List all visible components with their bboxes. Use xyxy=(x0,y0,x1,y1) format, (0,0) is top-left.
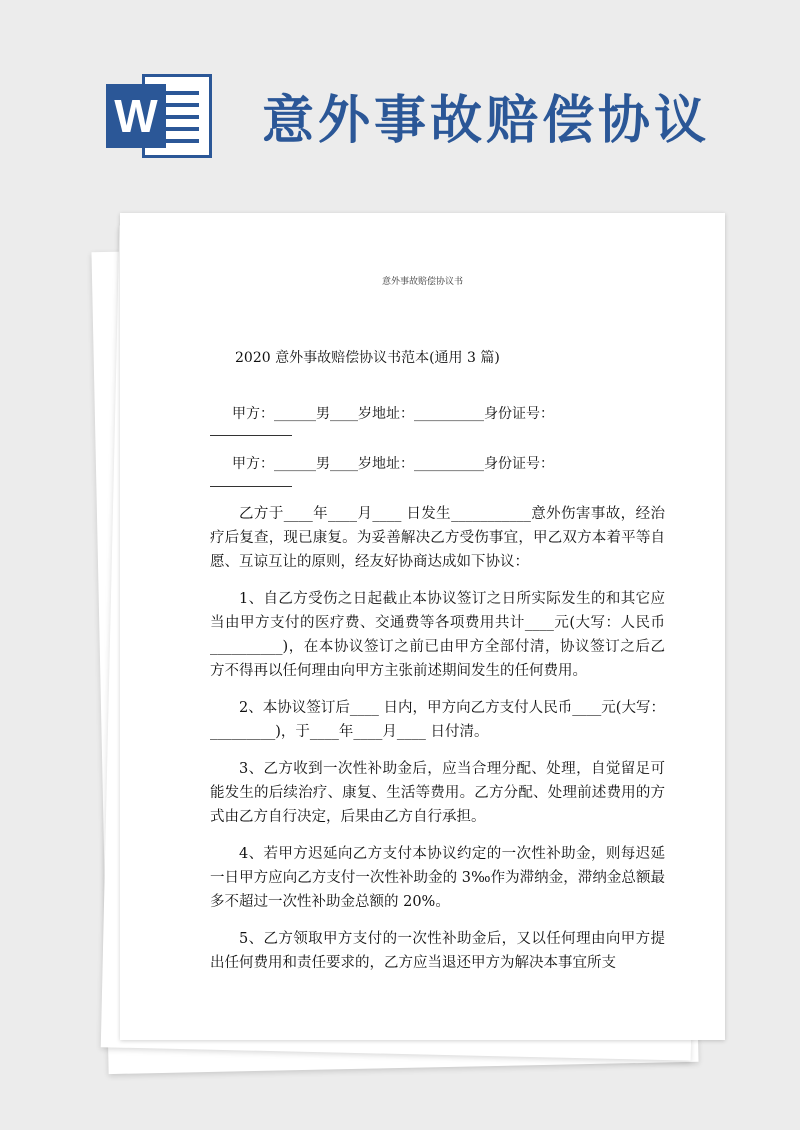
document-page xyxy=(120,213,725,1040)
document-title: 2020 意外事故赔偿协议书范本(通用 3 篇) xyxy=(235,350,500,366)
document-body xyxy=(210,502,665,988)
party-a-line: 甲方：______男____岁地址：__________身份证号： xyxy=(232,406,554,422)
clause-3: 3、乙方收到一次性补助金后，应当合理分配、处理，自觉留足可能发生的后续治疗、康复、生活等费用。乙方分配、处理前述费用的方式由乙方自行决定，后果由乙方自行承担。 xyxy=(210,761,665,825)
banner-title: 意外事故赔偿协议 xyxy=(262,91,711,151)
party-b-line: 甲方：______男____岁地址：__________身份证号： xyxy=(232,456,554,472)
clause-2: 2、本协议签订后____ 日内，甲方向乙方支付人民币____元(大写：_________)，于____年____月____ 日付清。 xyxy=(210,700,665,740)
word-icon-letter: W xyxy=(106,84,166,148)
page-header: 意外事故赔偿协议书 xyxy=(381,277,463,287)
id-number-underline xyxy=(210,435,292,436)
clause-4: 4、若甲方迟延向乙方支付本协议约定的一次性补助金，则每迟延一日甲方应向乙方支付一次性补助金的 3‰作为滞纳金，滞纳金总额最多不超过一次性补助金总额的 20%。 xyxy=(210,846,665,910)
word-icon xyxy=(106,74,212,158)
id-number-underline xyxy=(210,486,292,487)
clause-5: 5、乙方领取甲方支付的一次性补助金后，又以任何理由向甲方提出任何费用和责任要求的，乙方应当退还甲方为解决本事宜所支 xyxy=(210,931,665,971)
clause-1: 1、自乙方受伤之日起截止本协议签订之日所实际发生的和其它应当由甲方支付的医疗费、交通费等各项费用共计____元(大写：人民币__________)，在本协议签订之前已由甲方全部付清，协议签订之后乙方不得再以任何理由向甲方主张前述期间发生的任何费用。 xyxy=(210,591,665,679)
intro-paragraph: 乙方于____年____月____ 日发生___________意外伤害事故，经治疗后复查，现已康复。为妥善解决乙方受伤事宜，甲乙双方本着平等自愿、互谅互让的原则，经友好协商达成如下协议： xyxy=(210,506,665,570)
banner xyxy=(0,0,800,200)
